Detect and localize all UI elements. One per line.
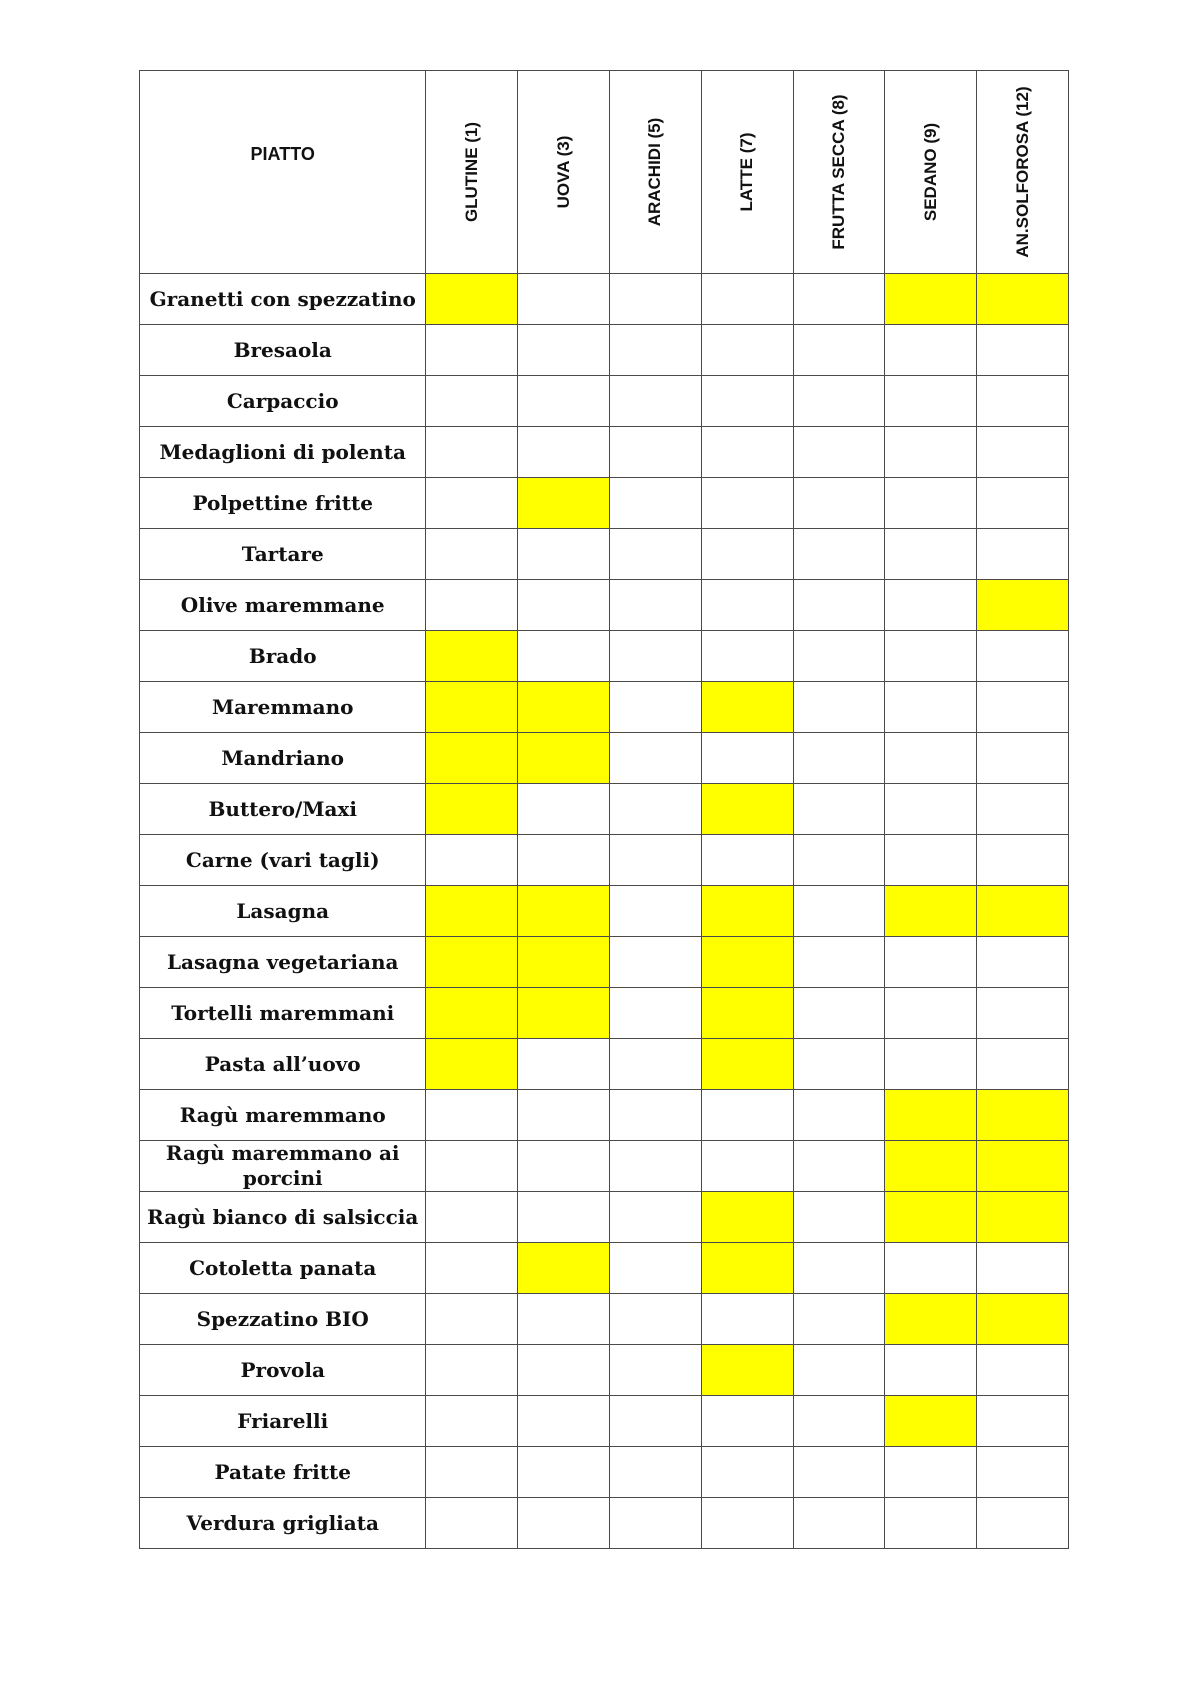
allergen-absent-cell (610, 1090, 702, 1141)
allergen-present-cell (885, 1294, 977, 1345)
allergen-absent-cell (426, 427, 518, 478)
allergen-absent-cell (977, 784, 1069, 835)
allergen-absent-cell (793, 1243, 885, 1294)
allergen-present-cell (977, 1192, 1069, 1243)
allergen-absent-cell (701, 427, 793, 478)
dish-name-cell: Ragù bianco di salsiccia (140, 1192, 426, 1243)
allergen-absent-cell (977, 631, 1069, 682)
allergen-present-cell (977, 886, 1069, 937)
allergen-absent-cell (610, 886, 702, 937)
table-body (140, 274, 1069, 1549)
allergen-absent-cell (426, 478, 518, 529)
table-row (140, 988, 1069, 1039)
dish-column-header (140, 71, 426, 274)
allergen-header-arachidi (610, 71, 702, 274)
allergen-absent-cell (793, 784, 885, 835)
allergen-absent-cell (701, 631, 793, 682)
allergen-absent-cell (426, 1141, 518, 1192)
allergen-absent-cell (885, 427, 977, 478)
allergen-header-label: ARACHIDI (5) (645, 117, 665, 227)
table-row (140, 1498, 1069, 1549)
dish-name-cell: Carpaccio (140, 376, 426, 427)
allergen-absent-cell (518, 580, 610, 631)
allergen-absent-cell (701, 325, 793, 376)
table-row (140, 478, 1069, 529)
allergen-present-cell (518, 886, 610, 937)
dish-name-cell: Lasagna (140, 886, 426, 937)
allergen-absent-cell (793, 937, 885, 988)
allergen-absent-cell (885, 1039, 977, 1090)
dish-name-cell: Ragù maremmano (140, 1090, 426, 1141)
dish-name-cell: Mandriano (140, 733, 426, 784)
allergen-absent-cell (977, 988, 1069, 1039)
allergen-present-cell (977, 1141, 1069, 1192)
allergen-absent-cell (793, 1039, 885, 1090)
allergen-absent-cell (701, 1498, 793, 1549)
allergen-absent-cell (518, 274, 610, 325)
allergen-absent-cell (426, 1447, 518, 1498)
allergen-absent-cell (426, 1498, 518, 1549)
allergen-absent-cell (885, 1447, 977, 1498)
dish-name-cell: Bresaola (140, 325, 426, 376)
allergen-present-cell (426, 274, 518, 325)
allergen-absent-cell (977, 478, 1069, 529)
allergen-absent-cell (426, 325, 518, 376)
allergen-absent-cell (793, 682, 885, 733)
allergen-header-glutine (426, 71, 518, 274)
dish-name-cell: Polpettine fritte (140, 478, 426, 529)
allergen-header-label: AN.SOLFOROSA (12) (1012, 86, 1032, 258)
allergen-absent-cell (701, 835, 793, 886)
allergen-present-cell (885, 886, 977, 937)
allergen-present-cell (518, 937, 610, 988)
table-row (140, 529, 1069, 580)
allergen-absent-cell (885, 580, 977, 631)
allergen-absent-cell (610, 274, 702, 325)
allergen-present-cell (701, 937, 793, 988)
allergen-present-cell (518, 988, 610, 1039)
allergen-present-cell (426, 784, 518, 835)
allergen-absent-cell (977, 325, 1069, 376)
allergen-present-cell (701, 682, 793, 733)
dish-name-cell: Pasta all’uovo (140, 1039, 426, 1090)
allergen-absent-cell (518, 1294, 610, 1345)
allergen-absent-cell (518, 1090, 610, 1141)
allergen-present-cell (426, 682, 518, 733)
allergen-present-cell (701, 988, 793, 1039)
allergen-absent-cell (518, 1345, 610, 1396)
allergen-absent-cell (518, 1447, 610, 1498)
allergen-absent-cell (793, 376, 885, 427)
allergen-present-cell (701, 1192, 793, 1243)
dish-name-cell: Ragù maremmano ai porcini (140, 1141, 426, 1192)
table-row (140, 631, 1069, 682)
allergen-absent-cell (518, 1396, 610, 1447)
dish-name-cell: Cotoletta panata (140, 1243, 426, 1294)
allergen-absent-cell (793, 886, 885, 937)
allergen-present-cell (885, 1396, 977, 1447)
allergen-absent-cell (610, 682, 702, 733)
allergen-absent-cell (977, 376, 1069, 427)
allergen-absent-cell (518, 1141, 610, 1192)
table-row (140, 937, 1069, 988)
table-row (140, 1039, 1069, 1090)
allergen-absent-cell (426, 376, 518, 427)
allergen-absent-cell (977, 529, 1069, 580)
dish-column-header-label: PIATTO (250, 143, 315, 164)
allergen-header-label: UOVA (3) (553, 135, 573, 209)
allergen-absent-cell (793, 1141, 885, 1192)
allergen-absent-cell (426, 1192, 518, 1243)
allergen-absent-cell (610, 529, 702, 580)
dish-name-cell: Brado (140, 631, 426, 682)
allergen-present-cell (426, 733, 518, 784)
allergen-absent-cell (610, 1243, 702, 1294)
table-row (140, 376, 1069, 427)
allergen-present-cell (701, 784, 793, 835)
allergen-header-frutta-secca (793, 71, 885, 274)
allergen-absent-cell (610, 631, 702, 682)
allergen-header-label: SEDANO (9) (920, 122, 940, 222)
allergen-present-cell (885, 1192, 977, 1243)
allergen-absent-cell (610, 1141, 702, 1192)
dish-name-cell: Granetti con spezzatino (140, 274, 426, 325)
allergen-absent-cell (885, 784, 977, 835)
allergen-absent-cell (518, 1498, 610, 1549)
allergen-absent-cell (610, 325, 702, 376)
allergen-absent-cell (518, 376, 610, 427)
allergen-absent-cell (426, 835, 518, 886)
allergen-absent-cell (426, 580, 518, 631)
allergen-absent-cell (610, 580, 702, 631)
allergen-absent-cell (793, 478, 885, 529)
allergen-absent-cell (885, 1243, 977, 1294)
header-row (140, 71, 1069, 274)
allergen-absent-cell (793, 835, 885, 886)
table-row (140, 1192, 1069, 1243)
allergen-present-cell (518, 1243, 610, 1294)
allergen-present-cell (701, 886, 793, 937)
allergen-absent-cell (793, 427, 885, 478)
allergen-absent-cell (426, 529, 518, 580)
allergen-absent-cell (885, 325, 977, 376)
allergen-absent-cell (426, 1243, 518, 1294)
allergen-absent-cell (977, 1396, 1069, 1447)
allergen-absent-cell (610, 1498, 702, 1549)
allergen-absent-cell (518, 784, 610, 835)
allergen-absent-cell (885, 1498, 977, 1549)
allergen-header-label: GLUTINE (1) (461, 121, 481, 223)
allergen-present-cell (426, 886, 518, 937)
allergen-absent-cell (701, 478, 793, 529)
dish-name-cell: Lasagna vegetariana (140, 937, 426, 988)
dish-name-cell: Spezzatino BIO (140, 1294, 426, 1345)
allergen-absent-cell (426, 1345, 518, 1396)
table-row (140, 886, 1069, 937)
allergen-absent-cell (977, 1498, 1069, 1549)
allergen-absent-cell (610, 376, 702, 427)
allergen-absent-cell (793, 580, 885, 631)
allergen-absent-cell (610, 1396, 702, 1447)
allergen-absent-cell (701, 580, 793, 631)
allergen-absent-cell (518, 1192, 610, 1243)
allergen-present-cell (701, 1243, 793, 1294)
allergen-absent-cell (610, 988, 702, 1039)
allergen-absent-cell (885, 733, 977, 784)
allergen-present-cell (426, 631, 518, 682)
allergen-absent-cell (793, 631, 885, 682)
allergen-absent-cell (610, 1294, 702, 1345)
allergen-absent-cell (701, 733, 793, 784)
allergen-absent-cell (610, 1345, 702, 1396)
allergen-present-cell (885, 1141, 977, 1192)
allergen-absent-cell (793, 1396, 885, 1447)
allergen-absent-cell (885, 376, 977, 427)
allergen-header-uova (518, 71, 610, 274)
allergen-absent-cell (610, 835, 702, 886)
allergen-absent-cell (885, 835, 977, 886)
allergen-present-cell (426, 988, 518, 1039)
dish-name-cell: Verdura grigliata (140, 1498, 426, 1549)
allergen-absent-cell (426, 1090, 518, 1141)
allergen-absent-cell (885, 529, 977, 580)
allergen-absent-cell (793, 733, 885, 784)
dish-name-cell: Friarelli (140, 1396, 426, 1447)
allergen-absent-cell (977, 937, 1069, 988)
dish-name-cell: Tartare (140, 529, 426, 580)
allergen-present-cell (977, 1090, 1069, 1141)
table-row (140, 274, 1069, 325)
allergen-absent-cell (977, 835, 1069, 886)
allergen-absent-cell (610, 1039, 702, 1090)
table-row (140, 427, 1069, 478)
allergen-header-sedano (885, 71, 977, 274)
allergen-absent-cell (977, 1243, 1069, 1294)
allergen-present-cell (977, 580, 1069, 631)
allergen-absent-cell (701, 1141, 793, 1192)
allergen-present-cell (426, 1039, 518, 1090)
dish-name-cell: Maremmano (140, 682, 426, 733)
allergen-absent-cell (701, 274, 793, 325)
allergen-absent-cell (518, 325, 610, 376)
table-row (140, 1396, 1069, 1447)
allergen-absent-cell (793, 1192, 885, 1243)
allergen-absent-cell (701, 1294, 793, 1345)
allergen-present-cell (518, 682, 610, 733)
allergen-absent-cell (793, 1294, 885, 1345)
allergen-absent-cell (701, 529, 793, 580)
allergen-absent-cell (977, 1447, 1069, 1498)
allergen-present-cell (977, 274, 1069, 325)
allergen-absent-cell (610, 427, 702, 478)
table-row (140, 835, 1069, 886)
allergen-absent-cell (610, 1447, 702, 1498)
allergen-present-cell (426, 937, 518, 988)
allergen-table (139, 70, 1069, 1549)
dish-name-cell: Patate fritte (140, 1447, 426, 1498)
table-row (140, 1141, 1069, 1192)
allergen-absent-cell (793, 1498, 885, 1549)
table-row (140, 1294, 1069, 1345)
table-row (140, 682, 1069, 733)
allergen-absent-cell (793, 529, 885, 580)
table-row (140, 325, 1069, 376)
allergen-absent-cell (977, 1345, 1069, 1396)
dish-name-cell: Carne (vari tagli) (140, 835, 426, 886)
table-row (140, 1090, 1069, 1141)
allergen-absent-cell (610, 478, 702, 529)
allergen-absent-cell (885, 988, 977, 1039)
allergen-absent-cell (518, 427, 610, 478)
allergen-present-cell (885, 274, 977, 325)
allergen-absent-cell (793, 274, 885, 325)
allergen-absent-cell (793, 988, 885, 1039)
allergen-absent-cell (518, 529, 610, 580)
table-row (140, 1243, 1069, 1294)
dish-name-cell: Provola (140, 1345, 426, 1396)
allergen-present-cell (977, 1294, 1069, 1345)
allergen-absent-cell (701, 376, 793, 427)
allergen-present-cell (885, 1090, 977, 1141)
allergen-present-cell (518, 478, 610, 529)
dish-name-cell: Tortelli maremmani (140, 988, 426, 1039)
allergen-header-label: FRUTTA SECCA (8) (828, 94, 848, 250)
allergen-present-cell (701, 1345, 793, 1396)
allergen-present-cell (518, 733, 610, 784)
allergen-absent-cell (793, 1345, 885, 1396)
allergen-absent-cell (977, 733, 1069, 784)
allergen-absent-cell (793, 1090, 885, 1141)
allergen-absent-cell (885, 478, 977, 529)
allergen-absent-cell (977, 1039, 1069, 1090)
table-row (140, 1447, 1069, 1498)
allergen-absent-cell (977, 427, 1069, 478)
allergen-absent-cell (793, 1447, 885, 1498)
dish-name-cell: Olive maremmane (140, 580, 426, 631)
allergen-absent-cell (518, 1039, 610, 1090)
table-row (140, 784, 1069, 835)
allergen-absent-cell (793, 325, 885, 376)
allergen-header-label: LATTE (7) (737, 132, 757, 212)
allergen-header-solforosa (977, 71, 1069, 274)
allergen-absent-cell (426, 1396, 518, 1447)
allergen-absent-cell (885, 1345, 977, 1396)
dish-name-cell: Medaglioni di polenta (140, 427, 426, 478)
allergen-absent-cell (518, 835, 610, 886)
allergen-absent-cell (610, 733, 702, 784)
allergen-absent-cell (426, 1294, 518, 1345)
allergen-present-cell (701, 1039, 793, 1090)
table-row (140, 733, 1069, 784)
allergen-absent-cell (610, 937, 702, 988)
dish-name-cell: Buttero/Maxi (140, 784, 426, 835)
allergen-absent-cell (701, 1090, 793, 1141)
allergen-absent-cell (701, 1396, 793, 1447)
allergen-absent-cell (977, 682, 1069, 733)
allergen-absent-cell (610, 1192, 702, 1243)
allergen-absent-cell (885, 631, 977, 682)
allergen-absent-cell (610, 784, 702, 835)
allergen-absent-cell (885, 937, 977, 988)
table-row (140, 580, 1069, 631)
allergen-header-latte (701, 71, 793, 274)
table-row (140, 1345, 1069, 1396)
allergen-absent-cell (701, 1447, 793, 1498)
allergen-absent-cell (518, 631, 610, 682)
allergen-absent-cell (885, 682, 977, 733)
